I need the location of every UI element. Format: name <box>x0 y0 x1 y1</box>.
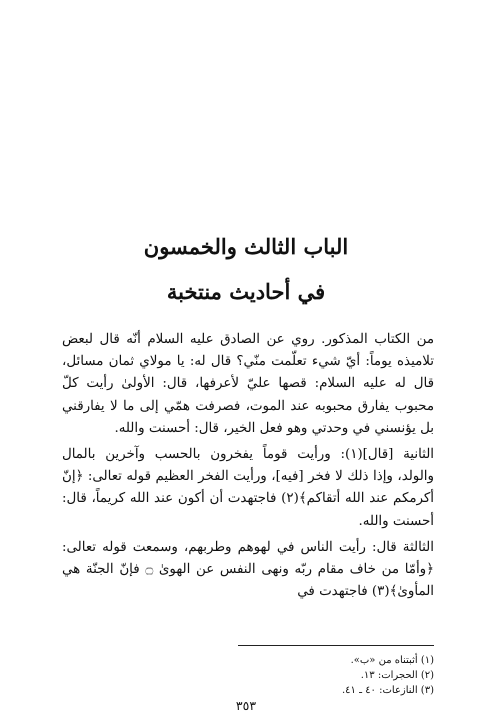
chapter-title: الباب الثالث والخمسون <box>143 234 349 259</box>
paragraph-2: الثانية [قال](١): ورأيت قوماً يفخرون بالحسب وآخرين بالمال والولد، وإذا ذلك لا فخر [فيه]، ورأيت الفخر العظيم قوله تعالى: ﴿إنّ أكرمكم عند الله أتقاكم﴾(٢) فاجتهدت أن أكون عند الله كريماً، قال: أحسنت والله. <box>62 447 434 529</box>
paragraph-3: الثالثة قال: رأيت الناس في لهوهم وطربهم، وسمعت قوله تعالى: ﴿وأمّا من خاف مقام ربّه ونهى النفس عن الهوىٰ ۝ فإنّ الجنّة هي المأوىٰ﴾(٣) فاجتهدت في <box>62 539 434 600</box>
footnote-divider <box>238 645 434 646</box>
footnote-3: (٣) النازعات: ٤٠ ـ ٤١. <box>341 685 434 696</box>
footnote-2: (٢) الحجرات: ١٣. <box>360 670 434 681</box>
body-text <box>62 329 434 607</box>
footnotes <box>62 653 434 698</box>
page-number: ٣٥٣ <box>235 698 257 713</box>
chapter-subtitle: في أحاديث منتخبة <box>166 279 326 304</box>
footnote-1: (١) أثبتناه من «ب». <box>350 655 434 666</box>
paragraph-1: من الكتاب المذكور. روي عن الصادق عليه السلام أنّه قال لبعض تلاميذه يوماً: أيّ شيء تعلّمت منّي؟ قال له: يا مولاي ثمان مسائل، قال له عليه السلام: قصها عليّ لأعرفها، قال: الأولىٰ رأيت كلّ محبوب يفارق محبوبه عند الموت، فصرفت همّي إلى ما لا يفارقني بل يؤنسني في وحدتي وهو فعل الخير، قال: أحسنت والله. <box>62 332 434 436</box>
